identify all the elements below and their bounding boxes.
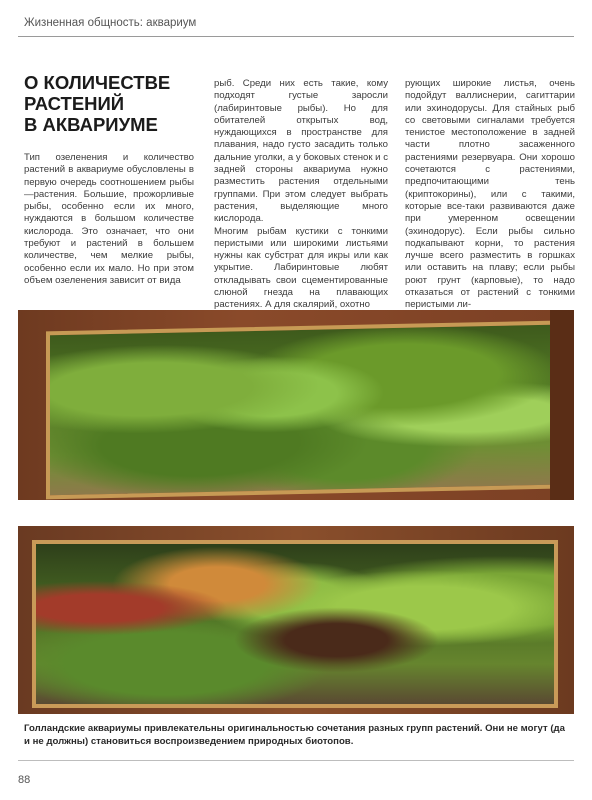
paragraph: рыб. Среди них есть такие, кому подходят густые заросли (лабиринтовые рыбы). Но для обитателей открытых вод, нуждающихся в пространстве для плавания, надо густо засадить только дальние уголки, а у боковых стенок и с задней стороны аквариума нужно разместить растения отдельными группами. При этом следует выбрать растения, выделяющие много кислорода. <box>214 78 389 225</box>
aquarium-frame <box>32 540 558 708</box>
title-line-3: В АКВАРИУМЕ <box>24 114 158 135</box>
footer-divider <box>18 760 574 761</box>
text-column-3 <box>405 78 575 312</box>
paragraph: Многим рыбам кустики с тонкими перистыми или широкими листьями нужны как субстрат для икры или как укрытие. Лабиринтовые любят откладывать свои сцементированные слюной гнезда на плавающих растениях. А для скалярий, охотно <box>214 225 388 311</box>
page-number: 88 <box>18 774 31 786</box>
title-line-1: О КОЛИЧЕСТВЕ <box>24 72 171 93</box>
title-line-2: РАСТЕНИЙ <box>24 93 125 114</box>
article-title <box>24 72 204 135</box>
photo-caption: Голландские аквариумы привлекательны оригинальностью сочетания разных групп растений. Они не могут (да и не должны) становиться воспроизведением природных биотопов. <box>24 723 565 747</box>
cabinet-side <box>550 310 574 500</box>
section-title: Жизненная общность: аквариум <box>24 17 197 29</box>
text-column-1 <box>24 152 194 287</box>
paragraph: рующих широкие листья, очень подойдут валлиснерии, сагиттарии или эхинодорусы. Для стайных рыб со световыми сигналами требуется тенистое местоположение в задней части плотно засаженного растениями резервуара. Они хорошо сочетаются с растениями, предпочитающими тень (криптокорины), или с такими, которые все-таки развиваются даже при умеренном освещении (эхинодорус). Если рыбы сильно подкапывают корни, то растения лучше всего разместить в горшках или оставить на плаву; если рыбы роют грунт (карповые), то надо отказаться от растений с тонкими перистыми ли- <box>405 78 575 311</box>
running-header <box>18 14 574 37</box>
paragraph: Тип озеленения и количество растений в аквариуме обусловлены в первую очередь соотношением рыбы—растения. Большие, прожорливые рыбы, особенно если их много, нуждаются в большом количестве кислорода. Это означает, что они требуют и растений в большем количестве, чем мелкие рыбы, особенно если их мало. Но при этом объем озеленения зависит от вида <box>24 152 194 286</box>
aquarium-photo-2 <box>18 526 574 714</box>
aquarium-photo-1 <box>18 310 574 500</box>
text-column-2 <box>214 78 388 312</box>
aquarium-frame <box>46 321 554 500</box>
